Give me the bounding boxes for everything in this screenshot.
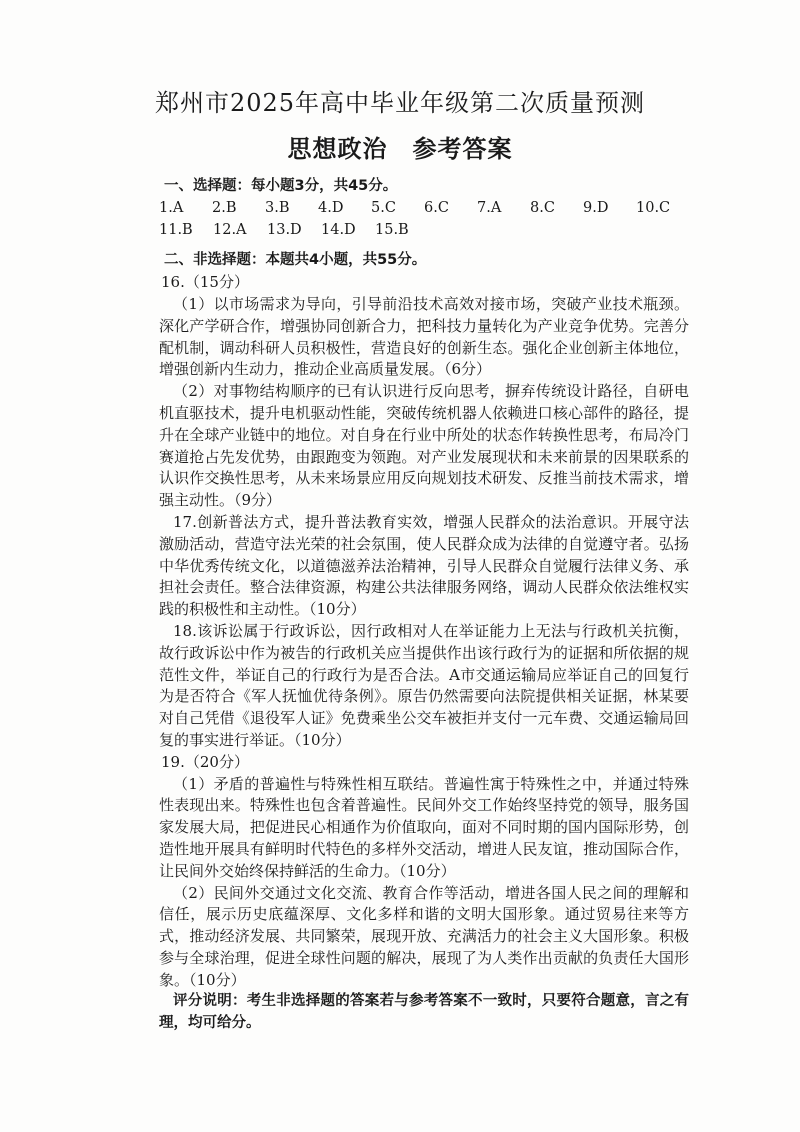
- answer-item: 13.D: [267, 221, 302, 238]
- answer-item: 14.D: [321, 221, 356, 238]
- answer-item: 1.A: [159, 199, 184, 216]
- section-heading-non-choice: 二、非选择题：本题共4小题，共55分。: [164, 252, 427, 269]
- answers-row-1: [159, 198, 689, 220]
- question-16-part-2: （2）对事物结构顺序的已有认识进行反向思考，摒弃传统设计路径，自研电机直驱技术，提升电机驱动性能，突破传统机器人依赖进口核心部件的路径，提升在全球产业链中的地位。对自身在行业中所处的状态作转换性思考，布局冷门赛道抢占先发优势，由跟跑变为领跑。对产业发展现状和未来前景的因果联系的认识作交换性思考，从未来场景应用反向规划技术研发、反推当前技术需求，增强主动性。（9分）: [159, 382, 689, 510]
- answer-item: 2.B: [212, 199, 237, 216]
- answer-item: 6.C: [424, 199, 449, 216]
- question-16-part-1: （1）以市场需求为导向，引导前沿技术高效对接市场，突破产业技术瓶颈。深化产学研合作，增强协同创新合力，把科技力量转化为产业竞争优势。完善分配机制，调动科研人员积极性，营造良好的创新生态。强化企业创新主体地位，增强创新内生动力，推动企业高质量发展。（6分）: [159, 294, 689, 379]
- answer-item: 9.D: [583, 199, 609, 216]
- document-subtitle: 思想政治 参考答案: [287, 135, 513, 163]
- question-16-label: 16.（15分）: [161, 273, 249, 292]
- question-19-label: 19.（20分）: [161, 752, 249, 771]
- answers-row-2: [159, 220, 689, 242]
- grading-note: 评分说明：考生非选择题的答案若与参考答案不一致时，只要符合题意，言之有理，均可给分。: [159, 993, 689, 1032]
- answer-item: 15.B: [375, 221, 409, 238]
- answer-item: 3.B: [265, 199, 290, 216]
- answer-item: 7.A: [477, 199, 502, 216]
- answer-item: 11.B: [159, 221, 193, 238]
- document-body: [159, 176, 689, 1035]
- question-17-answer: 17.创新普法方式，提升普法教育实效，增强人民群众的法治意识。开展守法激励活动，营造守法光荣的社会氛围，使人民群众成为法律的自觉遵守者。弘扬中华优秀传统文化，以道德滋养法治精神，引导人民群众自觉履行法律义务、承担社会责任。整合法律资源，构建公共法律服务网络，调动人民群众依法维权实践的积极性和主动性。（10分）: [159, 512, 689, 619]
- section-heading-multiple-choice: 一、选择题：每小题3分，共45分。: [164, 178, 398, 194]
- answer-item: 12.A: [213, 221, 247, 238]
- question-19-part-1: （1）矛盾的普遍性与特殊性相互联结。普遍性寓于特殊性之中，并通过特殊性表现出来。特殊性也包含着普遍性。民间外交工作始终坚持党的领导，服务国家发展大局，把促进民心相通作为价值取向，面对不同时期的国内国际形势，创造性地开展具有鲜明时代特色的多样外交活动，增进人民友谊，推动国际合作，让民间外交始终保持鲜活的生命力。（10分）: [159, 774, 689, 880]
- question-19-part-2: （2）民间外交通过文化交流、教育合作等活动，增进各国人民之间的理解和信任，展示历史底蕴深厚、文化多样和谐的文明大国形象。通过贸易往来等方式，推动经济发展、共同繁荣，展现开放、充满活力的社会主义大国形象。积极参与全球治理，促进全球性问题的解决，展现了为人类作出贡献的负责任大国形象。（10分）: [159, 883, 689, 989]
- answer-item: 4.D: [318, 199, 344, 216]
- answer-item: 8.C: [530, 199, 555, 216]
- question-18-answer: 18.该诉讼属于行政诉讼，因行政相对人在举证能力上无法与行政机关抗衡，故行政诉讼中作为被告的行政机关应当提供作出该行政行为的证据和所依据的规范性文件，举证自己的行政行为是否合法。A市交通运输局应举证自己的回复行为是否符合《军人抚恤优待条例》。原告仍然需要向法院提供相关证据，林某要对自己凭借《退役军人证》免费乘坐公交车被拒并支付一元车费、交通运输局回复的事实进行举证。（10分）: [159, 621, 689, 749]
- document-title: 郑州市2025年高中毕业年级第二次质量预测: [154, 89, 646, 117]
- answer-item: 5.C: [371, 199, 396, 216]
- answer-item: 10.C: [636, 199, 671, 216]
